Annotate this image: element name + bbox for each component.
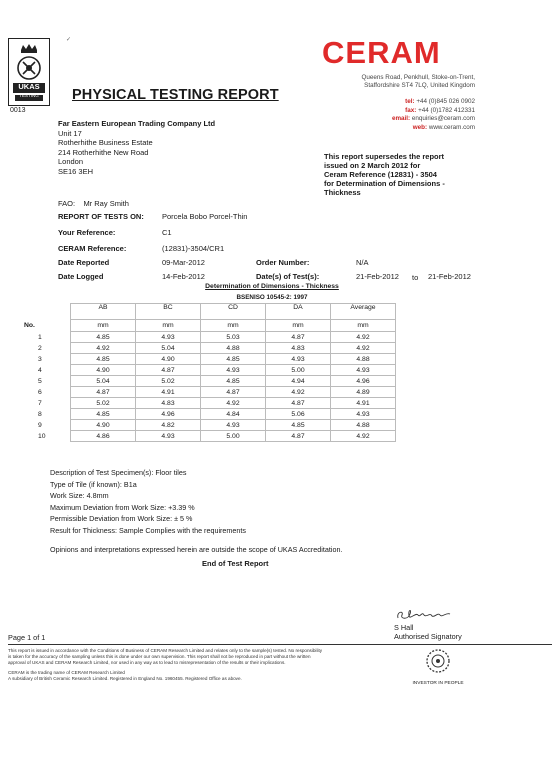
no-header: No. [24, 322, 35, 329]
footer-line: approval of UKAS and CERAM Research Limited, nor used in any way as to lead to misrepresentation of the results or their implications. [8, 659, 286, 665]
table-unit-row [22, 320, 396, 332]
table-cell: 4.85 [201, 354, 266, 365]
table-cell: 4.96 [331, 376, 396, 387]
client-address-line: Rotherhithe Business Estate [58, 138, 153, 147]
date-logged-label: Date Logged [58, 272, 104, 281]
client-address-line: Unit 17 [58, 128, 82, 138]
your-ref-value: C1 [162, 228, 172, 237]
footer-line: A subsidiary of British Ceramic Research Limited. Registered in England No. 1960455. Registered Office as above. [8, 675, 242, 681]
date-to-value: 21-Feb-2012 [428, 272, 471, 281]
column-header: DA [266, 304, 331, 320]
unit-cell: mm [331, 320, 396, 332]
row-number: 5 [38, 377, 42, 385]
dates-tests-label: Date(s) of Test(s): [256, 272, 320, 281]
supersede-line: Ceram Reference (12831) - 3504 [324, 170, 437, 179]
column-header: AB [71, 304, 136, 320]
table-row [22, 409, 396, 420]
detail-work-size: Work Size: 4.8mm [50, 491, 109, 500]
table-cell: 4.87 [201, 387, 266, 398]
table-cell: 4.83 [266, 343, 331, 354]
table-cell: 4.83 [136, 398, 201, 409]
table-row [22, 431, 396, 442]
table-header-row [22, 304, 396, 320]
row-number: 9 [38, 421, 42, 429]
row-number: 6 [38, 388, 42, 396]
supersede-note [324, 152, 494, 197]
table-cell: 4.87 [266, 332, 331, 343]
signature-icon [394, 606, 454, 622]
supersede-line: This report supersedes the report [324, 152, 445, 161]
footer-terms [8, 648, 398, 665]
unit-cell: mm [71, 320, 136, 332]
ceram-logo-icon [322, 38, 472, 66]
supersede-line: Thickness [324, 188, 361, 197]
fao-label: FAO: [58, 199, 76, 208]
table-row [22, 420, 396, 431]
web-value[interactable]: www.ceram.com [428, 123, 475, 131]
ukas-logo [8, 38, 50, 106]
column-header: BC [136, 304, 201, 320]
detail-tile-type: Type of Tile (if known): B1a [50, 479, 137, 489]
scan-mark: ✓ [66, 37, 72, 43]
table-cell: 4.93 [201, 365, 266, 376]
row-number: 7 [38, 399, 42, 407]
table-cell: 5.06 [266, 409, 331, 420]
signer-title: Authorised Signatory [394, 632, 462, 641]
fax-label: fax: [405, 106, 417, 114]
client-block [58, 119, 215, 176]
table-cell: 4.85 [71, 409, 136, 420]
client-address-line: SE16 3EH [58, 166, 94, 176]
date-logged-value: 14-Feb-2012 [162, 272, 205, 281]
table-cell: 4.87 [136, 365, 201, 376]
table-cell: 4.94 [266, 376, 331, 387]
table-cell: 4.85 [71, 354, 136, 365]
ukas-text: UKAS [18, 82, 40, 91]
table-row [22, 365, 396, 376]
detail-permissible-deviation: Permissible Deviation from Work Size: ± 5 % [50, 514, 193, 523]
signatory [394, 623, 462, 641]
footer-line: is taken for the accuracy of the sampling unless this is done under our own supervision. This report shall not be reproduced in part without the written [8, 653, 311, 659]
investor-in-people-icon [425, 648, 451, 674]
table-body [22, 332, 396, 442]
ceram-contact [300, 98, 475, 132]
unit-cell: mm [201, 320, 266, 332]
table-cell: 4.92 [201, 398, 266, 409]
email-label: email: [391, 115, 411, 122]
table-cell: 4.85 [71, 332, 136, 343]
client-address-line: 214 Rotherhithe New Road [58, 147, 149, 157]
tests-on-label: REPORT OF TESTS ON: [58, 212, 144, 221]
column-header: CD [201, 304, 266, 320]
tel-label: tel: [405, 98, 415, 105]
table-cell: 4.87 [266, 431, 331, 442]
order-number-value: N/A [356, 258, 369, 267]
email-value[interactable]: enquiries@ceram.com [411, 115, 475, 122]
fax-value: +44 (0)1782 412331 [418, 106, 475, 114]
table-cell: 4.92 [331, 332, 396, 343]
table-cell: 4.82 [136, 420, 201, 431]
table-cell: 4.93 [201, 420, 266, 431]
opinion-note: Opinions and interpretations expressed herein are outside the scope of UKAS Accreditation. [50, 545, 343, 554]
supersede-line: for Determination of Dimensions - [324, 179, 445, 188]
ceram-logo-text: CERAM [322, 38, 441, 66]
table-cell: 4.90 [71, 420, 136, 431]
date-reported-label: Date Reported [58, 258, 110, 267]
client-address-line: London [58, 157, 84, 166]
ukas-number: 0013 [10, 107, 26, 114]
table-cell: 4.92 [331, 343, 396, 354]
table-cell: 4.88 [331, 420, 396, 431]
table-cell: 4.92 [331, 431, 396, 442]
table-cell: 5.04 [136, 343, 201, 354]
thickness-table [22, 303, 396, 442]
table-cell: 4.93 [136, 332, 201, 343]
ceram-ref-label: CERAM Reference: [58, 244, 127, 253]
page-number: Page 1 of 1 [8, 633, 46, 642]
table-cell: 4.92 [71, 343, 136, 354]
fao-value: Mr Ray Smith [83, 199, 129, 208]
end-of-report: End of Test Report [202, 559, 269, 568]
no-header-spacer [22, 304, 71, 320]
table-cell: 4.90 [136, 354, 201, 365]
table-row [22, 398, 396, 409]
specimen-details [50, 467, 246, 536]
table-cell: 4.91 [136, 387, 201, 398]
table-row [22, 354, 396, 365]
table-cell: 4.91 [331, 398, 396, 409]
address-line2: Staffordshire ST4 7LQ, United Kingdom [364, 82, 475, 89]
supersede-line: issued on 2 March 2012 for [324, 161, 421, 170]
table-cell: 4.90 [71, 365, 136, 376]
footer-company [8, 670, 398, 682]
detail-max-deviation: Maximum Deviation from Work Size: +3.39 % [50, 502, 195, 512]
unit-cell: mm [136, 320, 201, 332]
row-number: 1 [38, 333, 42, 341]
table-cell: 4.93 [331, 365, 396, 376]
table-cell: 4.89 [331, 387, 396, 398]
ceram-address [300, 74, 475, 90]
row-number: 8 [38, 410, 42, 418]
table-cell: 4.88 [201, 343, 266, 354]
table-cell: 4.93 [331, 409, 396, 420]
detail-description: Description of Test Specimen(s): Floor tiles [50, 468, 187, 477]
table-cell: 4.85 [266, 420, 331, 431]
footer-line: This report is issued in accordance with the Conditions of Business of CERAM Research Limited and relates only to the sample(s) tested. No responsibility [8, 648, 323, 653]
row-number: 3 [38, 355, 42, 363]
table-cell: 4.88 [331, 354, 396, 365]
table-cell: 4.86 [71, 431, 136, 442]
table-row [22, 332, 396, 343]
table-cell: 5.00 [201, 431, 266, 442]
iip-text: INVESTOR IN PEOPLE [412, 681, 464, 686]
date-reported-value: 09-Mar-2012 [162, 258, 205, 267]
unit-cell: mm [266, 320, 331, 332]
footer-line: CERAM is the trading name of CERAM Research Limited [8, 670, 125, 675]
table-cell: 4.85 [201, 376, 266, 387]
table-cell: 4.93 [266, 354, 331, 365]
table-title: Determination of Dimensions - Thickness [205, 283, 339, 290]
table-cell: 5.00 [266, 365, 331, 376]
tests-on-value: Porcela Bobo Porcel-Thin [162, 212, 248, 221]
table-row [22, 376, 396, 387]
tel-value: +44 (0)845 026 0902 [416, 98, 475, 105]
table-cell: 5.03 [201, 332, 266, 343]
table-cell: 4.87 [266, 398, 331, 409]
order-number-label: Order Number: [256, 258, 310, 267]
table-cell: 4.84 [201, 409, 266, 420]
table-row [22, 343, 396, 354]
to-label: to [412, 273, 419, 282]
table-cell: 4.96 [136, 409, 201, 420]
row-number: 2 [38, 344, 42, 352]
table-cell: 4.92 [266, 387, 331, 398]
ceram-ref-value: (12831)-3504/CR1 [162, 244, 225, 253]
your-ref-label: Your Reference: [58, 228, 116, 237]
footer-divider [8, 644, 552, 645]
ukas-sub: TESTING [19, 93, 39, 98]
column-header: Average [331, 304, 396, 320]
page-title: PHYSICAL TESTING REPORT [72, 87, 279, 103]
table-cell: 5.02 [71, 398, 136, 409]
address-line1: Queens Road, Penkhull, Stoke-on-Trent, [361, 74, 475, 81]
web-label: web: [412, 123, 428, 131]
date-from-value: 21-Feb-2012 [356, 272, 399, 281]
client-company: Far Eastern European Trading Company Ltd [58, 119, 216, 128]
table-row [22, 387, 396, 398]
table-cell: 4.93 [136, 431, 201, 442]
detail-result: Result for Thickness: Sample Complies with the requirements [50, 525, 247, 535]
row-number: 10 [38, 432, 46, 440]
table-cell: 5.04 [71, 376, 136, 387]
table-cell: 5.02 [136, 376, 201, 387]
row-number: 4 [38, 366, 42, 374]
table-cell: 4.87 [71, 387, 136, 398]
investor-in-people-logo [410, 648, 466, 686]
signer-name: S Hall [394, 623, 414, 632]
ceram-logo [322, 38, 472, 71]
table-standard: BSENISO 10545-2: 1997 [236, 294, 308, 301]
fao [58, 199, 129, 208]
